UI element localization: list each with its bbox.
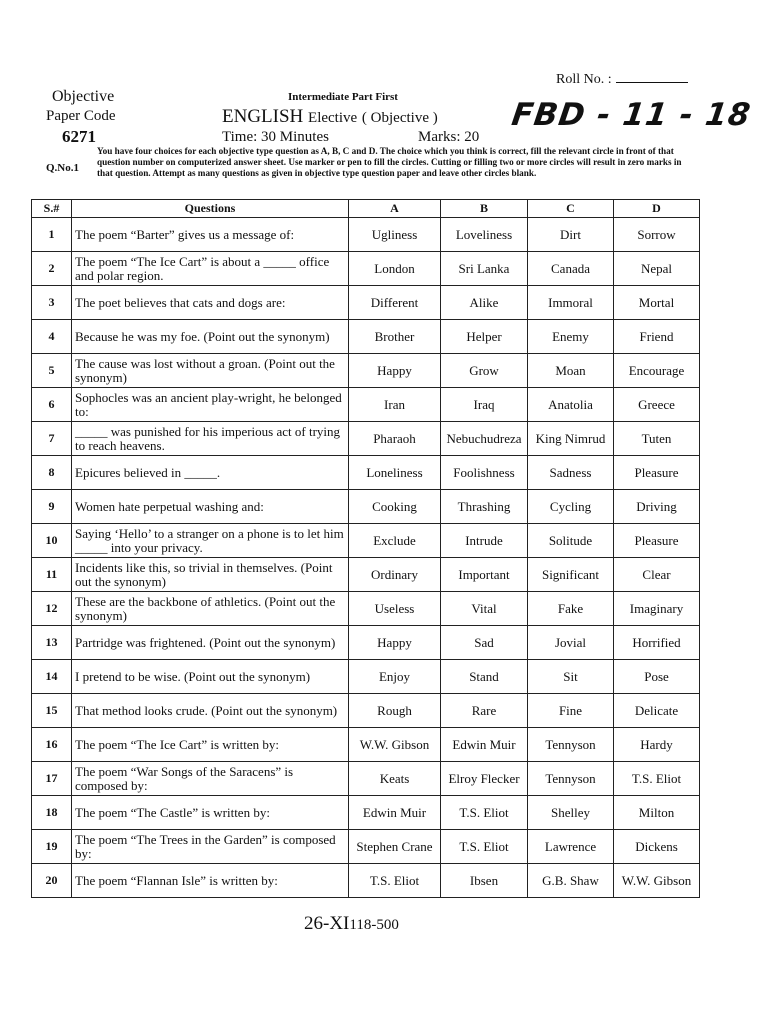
option-d: Imaginary — [614, 592, 700, 626]
objective-label: Objective — [52, 88, 115, 105]
option-b: Iraq — [441, 388, 528, 422]
question-serial: 15 — [32, 694, 72, 728]
table-row — [32, 592, 700, 626]
question-serial: 18 — [32, 796, 72, 830]
question-text: I pretend to be wise. (Point out the synonym) — [72, 660, 349, 694]
paper-code-label: Paper Code — [46, 108, 116, 124]
option-d: Driving — [614, 490, 700, 524]
option-a: Pharaoh — [349, 422, 441, 456]
table-row — [32, 218, 700, 252]
option-a: Brother — [349, 320, 441, 354]
option-a: Iran — [349, 388, 441, 422]
option-d: Milton — [614, 796, 700, 830]
option-d: Nepal — [614, 252, 700, 286]
option-d: Horrified — [614, 626, 700, 660]
roll-number — [556, 70, 688, 88]
option-c: Jovial — [528, 626, 614, 660]
option-b: T.S. Eliot — [441, 796, 528, 830]
option-c: Tennyson — [528, 762, 614, 796]
option-d: Pleasure — [614, 456, 700, 490]
option-c: Immoral — [528, 286, 614, 320]
table-row — [32, 286, 700, 320]
option-a: Ugliness — [349, 218, 441, 252]
question-text: _____ was punished for his imperious act of trying to reach heavens. — [72, 422, 349, 456]
question-serial: 3 — [32, 286, 72, 320]
table-row — [32, 660, 700, 694]
option-c: King Nimrud — [528, 422, 614, 456]
option-a: W.W. Gibson — [349, 728, 441, 762]
option-a: Happy — [349, 354, 441, 388]
option-c: Anatolia — [528, 388, 614, 422]
option-b: Thrashing — [441, 490, 528, 524]
question-serial: 20 — [32, 864, 72, 898]
option-a: Enjoy — [349, 660, 441, 694]
question-serial: 10 — [32, 524, 72, 558]
option-c: Lawrence — [528, 830, 614, 864]
option-c: Shelley — [528, 796, 614, 830]
footer-code-small: 118-500 — [349, 917, 399, 933]
question-serial: 17 — [32, 762, 72, 796]
option-b: Sri Lanka — [441, 252, 528, 286]
option-c: Significant — [528, 558, 614, 592]
option-a: Keats — [349, 762, 441, 796]
option-b: T.S. Eliot — [441, 830, 528, 864]
roll-label: Roll No. : — [556, 72, 612, 87]
option-a: Useless — [349, 592, 441, 626]
question-text: That method looks crude. (Point out the synonym) — [72, 694, 349, 728]
option-b: Edwin Muir — [441, 728, 528, 762]
option-d: Clear — [614, 558, 700, 592]
question-serial: 1 — [32, 218, 72, 252]
header-a: A — [349, 200, 441, 218]
option-d: Pose — [614, 660, 700, 694]
question-serial: 19 — [32, 830, 72, 864]
option-b: Rare — [441, 694, 528, 728]
table-row — [32, 694, 700, 728]
question-serial: 11 — [32, 558, 72, 592]
table-row — [32, 354, 700, 388]
table-row — [32, 456, 700, 490]
question-text: Partridge was frightened. (Point out the synonym) — [72, 626, 349, 660]
option-a: Cooking — [349, 490, 441, 524]
option-b: Ibsen — [441, 864, 528, 898]
subject-sub: Elective — [308, 110, 358, 126]
option-b: Helper — [441, 320, 528, 354]
question-text: Because he was my foe. (Point out the synonym) — [72, 320, 349, 354]
question-serial: 12 — [32, 592, 72, 626]
question-text: Incidents like this, so trivial in themselves. (Point out the synonym) — [72, 558, 349, 592]
question-text: The poem “Flannan Isle” is written by: — [72, 864, 349, 898]
option-d: Tuten — [614, 422, 700, 456]
subject-tag: ( Objective ) — [361, 110, 438, 126]
question-text: The poem “The Castle” is written by: — [72, 796, 349, 830]
option-d: Sorrow — [614, 218, 700, 252]
question-text: The poem “War Songs of the Saracens” is composed by: — [72, 762, 349, 796]
option-d: Dickens — [614, 830, 700, 864]
option-c: Dirt — [528, 218, 614, 252]
total-marks: Marks: 20 — [418, 129, 480, 145]
table-row — [32, 490, 700, 524]
option-a: Happy — [349, 626, 441, 660]
table-row — [32, 388, 700, 422]
table-row — [32, 864, 700, 898]
table-row — [32, 762, 700, 796]
question-serial: 13 — [32, 626, 72, 660]
question-text: The poet believes that cats and dogs are: — [72, 286, 349, 320]
option-c: Fake — [528, 592, 614, 626]
option-b: Grow — [441, 354, 528, 388]
question-text: Women hate perpetual washing and: — [72, 490, 349, 524]
option-d: Mortal — [614, 286, 700, 320]
question-serial: 5 — [32, 354, 72, 388]
table-row — [32, 558, 700, 592]
time-allowed: Time: 30 Minutes — [222, 129, 329, 145]
option-d: Hardy — [614, 728, 700, 762]
table-row — [32, 524, 700, 558]
handwritten-code: FBD - 11 - 18 — [509, 97, 754, 133]
level-title: Intermediate Part First — [288, 91, 398, 103]
option-c: Sadness — [528, 456, 614, 490]
question-text: Sophocles was an ancient play-wright, he belonged to: — [72, 388, 349, 422]
option-b: Stand — [441, 660, 528, 694]
option-c: Sit — [528, 660, 614, 694]
header-d: D — [614, 200, 700, 218]
option-d: Encourage — [614, 354, 700, 388]
table-header-row — [32, 200, 700, 218]
option-c: Moan — [528, 354, 614, 388]
option-b: Intrude — [441, 524, 528, 558]
option-b: Foolishness — [441, 456, 528, 490]
option-a: Loneliness — [349, 456, 441, 490]
option-a: Ordinary — [349, 558, 441, 592]
option-a: Different — [349, 286, 441, 320]
option-a: Stephen Crane — [349, 830, 441, 864]
footer-code — [304, 913, 399, 935]
option-b: Alike — [441, 286, 528, 320]
option-c: G.B. Shaw — [528, 864, 614, 898]
question-serial: 2 — [32, 252, 72, 286]
question-serial: 14 — [32, 660, 72, 694]
option-a: London — [349, 252, 441, 286]
option-d: Pleasure — [614, 524, 700, 558]
question-text: The poem “Barter” gives us a message of: — [72, 218, 349, 252]
question-text: These are the backbone of athletics. (Point out the synonym) — [72, 592, 349, 626]
option-c: Tennyson — [528, 728, 614, 762]
question-table — [31, 199, 700, 898]
header-c: C — [528, 200, 614, 218]
question-text: The poem “The Trees in the Garden” is composed by: — [72, 830, 349, 864]
option-b: Vital — [441, 592, 528, 626]
question-serial: 9 — [32, 490, 72, 524]
option-a: Rough — [349, 694, 441, 728]
option-b: Important — [441, 558, 528, 592]
header-questions: Questions — [72, 200, 349, 218]
option-a: Edwin Muir — [349, 796, 441, 830]
question-text: The poem “The Ice Cart” is written by: — [72, 728, 349, 762]
table-row — [32, 252, 700, 286]
paper-code: 6271 — [62, 127, 96, 146]
subject-title — [222, 106, 438, 128]
question-text: The poem “The Ice Cart” is about a _____ office and polar region. — [72, 252, 349, 286]
footer-code-main: 26-XI — [304, 913, 350, 934]
option-d: W.W. Gibson — [614, 864, 700, 898]
question-serial: 8 — [32, 456, 72, 490]
table-row — [32, 796, 700, 830]
option-b: Elroy Flecker — [441, 762, 528, 796]
roll-number-blank — [616, 70, 688, 83]
table-row — [32, 728, 700, 762]
option-b: Nebuchudreza — [441, 422, 528, 456]
option-c: Solitude — [528, 524, 614, 558]
table-row — [32, 626, 700, 660]
option-a: Exclude — [349, 524, 441, 558]
option-d: Friend — [614, 320, 700, 354]
question-text: The cause was lost without a groan. (Point out the synonym) — [72, 354, 349, 388]
subject-name: ENGLISH — [222, 106, 304, 127]
option-d: T.S. Eliot — [614, 762, 700, 796]
option-c: Fine — [528, 694, 614, 728]
header-b: B — [441, 200, 528, 218]
option-c: Enemy — [528, 320, 614, 354]
option-a: T.S. Eliot — [349, 864, 441, 898]
option-d: Greece — [614, 388, 700, 422]
option-b: Loveliness — [441, 218, 528, 252]
instructions: You have four choices for each objective type question as A, B, C and D. The choice which you think is correct, fill the relevant circle in front of that question number on computerized answer sheet. Use marker or pen to fill the circles. Cutting or filling two or more circles will result in zero marks in that question. Attempt as many questions as given in objective type question paper and leave other circles blank. — [97, 146, 682, 178]
question-serial: 6 — [32, 388, 72, 422]
table-row — [32, 422, 700, 456]
question-number: Q.No.1 — [46, 162, 79, 174]
option-c: Cycling — [528, 490, 614, 524]
option-c: Canada — [528, 252, 614, 286]
header-sn: S.# — [32, 200, 72, 218]
table-row — [32, 320, 700, 354]
option-b: Sad — [441, 626, 528, 660]
question-serial: 7 — [32, 422, 72, 456]
question-serial: 4 — [32, 320, 72, 354]
table-row — [32, 830, 700, 864]
question-text: Epicures believed in _____. — [72, 456, 349, 490]
question-text: Saying ‘Hello’ to a stranger on a phone is to let him _____ into your privacy. — [72, 524, 349, 558]
option-d: Delicate — [614, 694, 700, 728]
question-serial: 16 — [32, 728, 72, 762]
